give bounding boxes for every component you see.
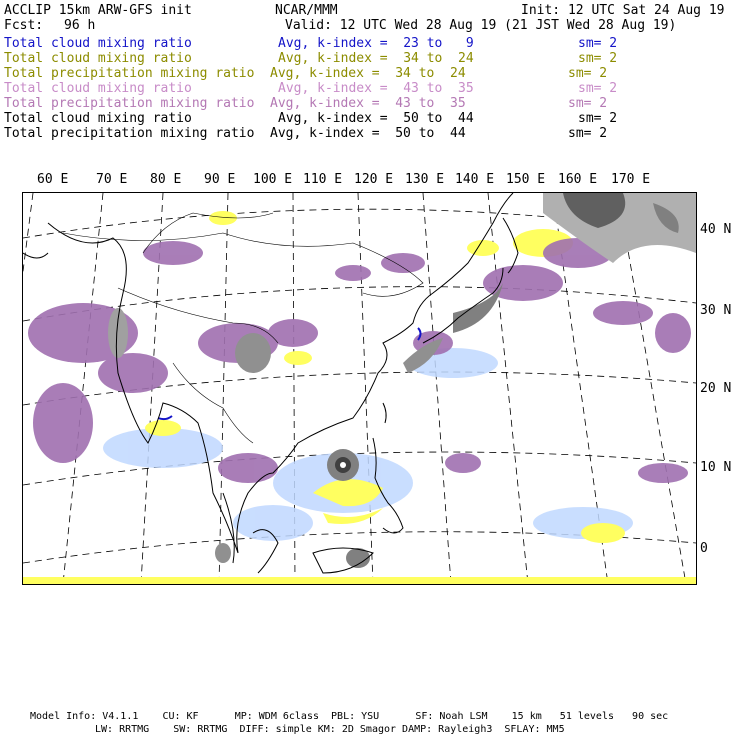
legend-sm: sm= 2 bbox=[578, 111, 618, 126]
lon-label: 90 E bbox=[204, 172, 236, 187]
legend-range: Avg, k-index = 43 to 35 bbox=[270, 96, 466, 111]
typhoon-swirl bbox=[327, 449, 359, 481]
lat-label: 20 N bbox=[700, 381, 732, 396]
valid-time: Valid: 12 UTC Wed 28 Aug 19 (21 JST Wed 28 Aug 19) bbox=[285, 18, 677, 33]
lat-label: 40 N bbox=[700, 222, 732, 237]
lon-label: 100 E bbox=[253, 172, 293, 187]
legend-range: Avg, k-index = 34 to 24 bbox=[270, 66, 466, 81]
lat-label: 30 N bbox=[700, 303, 732, 318]
lon-label: 110 E bbox=[303, 172, 343, 187]
lat-label: 10 N bbox=[700, 460, 732, 475]
legend-range: Avg, k-index = 50 to 44 bbox=[270, 126, 466, 141]
legend-sm: sm= 2 bbox=[568, 66, 608, 81]
legend-range: Avg, k-index = 50 to 44 bbox=[278, 111, 474, 126]
legend-sm: sm= 2 bbox=[578, 51, 618, 66]
lon-label: 80 E bbox=[150, 172, 182, 187]
lon-label: 150 E bbox=[506, 172, 546, 187]
model-info-line1: Model Info: V4.1.1 CU: KF MP: WDM 6class PBL: YSU SF: Noah LSM 15 km 51 levels 90 sec bbox=[30, 711, 669, 722]
legend-field: Total precipitation mixing ratio bbox=[4, 66, 255, 81]
cloud-map bbox=[22, 192, 697, 585]
model-info-line2: LW: RRTMG SW: RRTMG DIFF: simple KM: 2D Smagor DAMP: Rayleigh3 SFLAY: MM5 bbox=[95, 724, 565, 735]
legend-range: Avg, k-index = 43 to 35 bbox=[278, 81, 474, 96]
legend-field: Total cloud mixing ratio bbox=[4, 81, 192, 96]
fcst-label: Fcst: bbox=[4, 18, 44, 33]
lon-label: 70 E bbox=[96, 172, 128, 187]
legend-field: Total cloud mixing ratio bbox=[4, 51, 192, 66]
org-label: NCAR/MMM bbox=[275, 3, 338, 18]
legend-sm: sm= 2 bbox=[568, 126, 608, 141]
lon-label: 140 E bbox=[455, 172, 495, 187]
lon-label: 170 E bbox=[611, 172, 651, 187]
legend-sm: sm= 2 bbox=[578, 81, 618, 96]
low-cloud-blue bbox=[103, 348, 633, 541]
legend-sm: sm= 2 bbox=[578, 36, 618, 51]
legend-field: Total cloud mixing ratio bbox=[4, 111, 192, 126]
lat-label: 0 bbox=[700, 541, 708, 556]
legend-range: Avg, k-index = 34 to 24 bbox=[278, 51, 474, 66]
lon-label: 160 E bbox=[558, 172, 598, 187]
legend-range: Avg, k-index = 23 to 9 bbox=[278, 36, 474, 51]
legend-field: Total precipitation mixing ratio bbox=[4, 96, 255, 111]
legend-field: Total precipitation mixing ratio bbox=[4, 126, 255, 141]
legend-sm: sm= 2 bbox=[568, 96, 608, 111]
model-title: ACCLIP 15km ARW-GFS init bbox=[4, 3, 192, 18]
lon-label: 130 E bbox=[405, 172, 445, 187]
fcst-value: 96 h bbox=[64, 18, 96, 33]
legend-field: Total cloud mixing ratio bbox=[4, 36, 192, 51]
lon-label: 60 E bbox=[37, 172, 69, 187]
init-time: Init: 12 UTC Sat 24 Aug 19 bbox=[521, 3, 725, 18]
lon-label: 120 E bbox=[354, 172, 394, 187]
